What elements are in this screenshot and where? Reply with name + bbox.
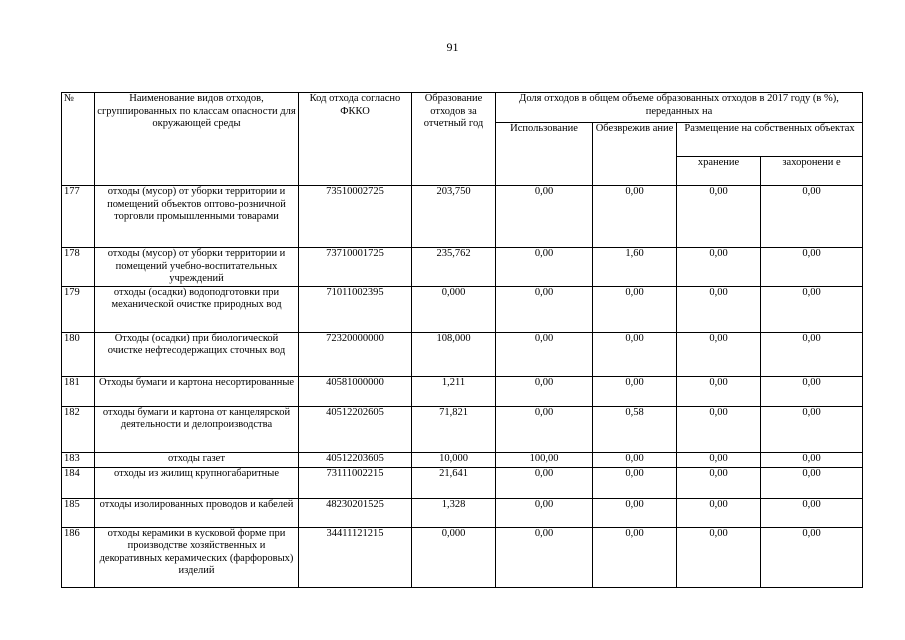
cell-formation: 108,000 [412, 332, 496, 376]
header-share: Доля отходов в общем объеме образованных отходов в 2017 году (в %), переданных на [496, 93, 863, 123]
header-storage: хранение [677, 157, 761, 186]
cell-storage: 0,00 [677, 498, 761, 527]
header-burial: захоронени е [761, 157, 863, 186]
cell-burial: 0,00 [761, 406, 863, 452]
cell-num: 183 [62, 452, 95, 467]
cell-neutralization: 1,60 [593, 248, 677, 287]
table-row [62, 406, 863, 452]
cell-num: 177 [62, 186, 95, 248]
cell-use: 0,00 [496, 467, 593, 498]
cell-name: отходы (мусор) от уборки территории и помещений учебно-воспитательных учреждений [95, 248, 299, 287]
cell-formation: 203,750 [412, 186, 496, 248]
cell-name: отходы бумаги и картона от канцелярской деятельности и делопроизводства [95, 406, 299, 452]
cell-code: 40512202605 [299, 406, 412, 452]
cell-storage: 0,00 [677, 527, 761, 587]
cell-neutralization: 0,00 [593, 467, 677, 498]
cell-neutralization: 0,00 [593, 332, 677, 376]
cell-use: 0,00 [496, 332, 593, 376]
cell-name: отходы керамики в кусковой форме при производстве хозяйственных и декоративных керамических (фарфоровых) изделий [95, 527, 299, 587]
table-row [62, 286, 863, 332]
cell-neutralization: 0,58 [593, 406, 677, 452]
cell-burial: 0,00 [761, 452, 863, 467]
cell-burial: 0,00 [761, 332, 863, 376]
cell-name: отходы (мусор) от уборки территории и помещений объектов оптово-розничной торговли промышленными товарами [95, 186, 299, 248]
cell-burial: 0,00 [761, 527, 863, 587]
cell-storage: 0,00 [677, 332, 761, 376]
cell-formation: 0,000 [412, 286, 496, 332]
cell-use: 0,00 [496, 376, 593, 406]
cell-code: 73510002725 [299, 186, 412, 248]
cell-use: 0,00 [496, 286, 593, 332]
header-formation: Образование отходов за отчетный год [412, 93, 496, 186]
cell-code: 40581000000 [299, 376, 412, 406]
cell-formation: 0,000 [412, 527, 496, 587]
cell-formation: 1,328 [412, 498, 496, 527]
cell-neutralization: 0,00 [593, 286, 677, 332]
cell-use: 0,00 [496, 248, 593, 287]
page-number: 91 [446, 40, 459, 54]
table-header [62, 93, 863, 186]
cell-burial: 0,00 [761, 467, 863, 498]
header-neutralization: Обезврежив ание [593, 123, 677, 186]
table-body [62, 186, 863, 588]
cell-neutralization: 0,00 [593, 527, 677, 587]
cell-num: 178 [62, 248, 95, 287]
cell-formation: 235,762 [412, 248, 496, 287]
table-row [62, 527, 863, 587]
table-row [62, 498, 863, 527]
table-row [62, 452, 863, 467]
cell-name: отходы изолированных проводов и кабелей [95, 498, 299, 527]
cell-use: 0,00 [496, 498, 593, 527]
cell-neutralization: 0,00 [593, 498, 677, 527]
cell-use: 0,00 [496, 186, 593, 248]
cell-name: Отходы бумаги и картона несортированные [95, 376, 299, 406]
table-row [62, 186, 863, 248]
cell-formation: 1,211 [412, 376, 496, 406]
cell-code: 72320000000 [299, 332, 412, 376]
cell-num: 182 [62, 406, 95, 452]
header-use: Использование [496, 123, 593, 186]
cell-burial: 0,00 [761, 498, 863, 527]
cell-num: 184 [62, 467, 95, 498]
cell-storage: 0,00 [677, 452, 761, 467]
cell-num: 186 [62, 527, 95, 587]
cell-neutralization: 0,00 [593, 186, 677, 248]
header-name: Наименование видов отходов, сгруппированных по классам опасности для окружающей среды [95, 93, 299, 186]
cell-neutralization: 0,00 [593, 452, 677, 467]
cell-burial: 0,00 [761, 286, 863, 332]
table-row [62, 467, 863, 498]
table-row [62, 376, 863, 406]
table-row [62, 332, 863, 376]
cell-use: 0,00 [496, 406, 593, 452]
cell-storage: 0,00 [677, 467, 761, 498]
cell-storage: 0,00 [677, 186, 761, 248]
cell-num: 185 [62, 498, 95, 527]
table-row [62, 248, 863, 287]
cell-formation: 71,821 [412, 406, 496, 452]
cell-burial: 0,00 [761, 186, 863, 248]
cell-num: 181 [62, 376, 95, 406]
cell-use: 0,00 [496, 527, 593, 587]
cell-storage: 0,00 [677, 406, 761, 452]
cell-storage: 0,00 [677, 248, 761, 287]
cell-code: 40512203605 [299, 452, 412, 467]
cell-burial: 0,00 [761, 376, 863, 406]
cell-code: 73710001725 [299, 248, 412, 287]
cell-name: отходы (осадки) водоподготовки при механической очистке природных вод [95, 286, 299, 332]
cell-code: 34411121215 [299, 527, 412, 587]
cell-formation: 10,000 [412, 452, 496, 467]
cell-formation: 21,641 [412, 467, 496, 498]
header-num: № [62, 93, 95, 186]
cell-storage: 0,00 [677, 286, 761, 332]
cell-code: 71011002395 [299, 286, 412, 332]
cell-use: 100,00 [496, 452, 593, 467]
header-code: Код отхода согласно ФККО [299, 93, 412, 186]
cell-code: 48230201525 [299, 498, 412, 527]
waste-table [61, 92, 863, 588]
cell-code: 73111002215 [299, 467, 412, 498]
cell-neutralization: 0,00 [593, 376, 677, 406]
header-placement: Размещение на собственных объектах [677, 123, 863, 157]
cell-num: 180 [62, 332, 95, 376]
cell-num: 179 [62, 286, 95, 332]
cell-burial: 0,00 [761, 248, 863, 287]
cell-name: отходы из жилищ крупногабаритные [95, 467, 299, 498]
cell-name: Отходы (осадки) при биологической очистке нефтесодержащих сточных вод [95, 332, 299, 376]
cell-storage: 0,00 [677, 376, 761, 406]
cell-name: отходы газет [95, 452, 299, 467]
